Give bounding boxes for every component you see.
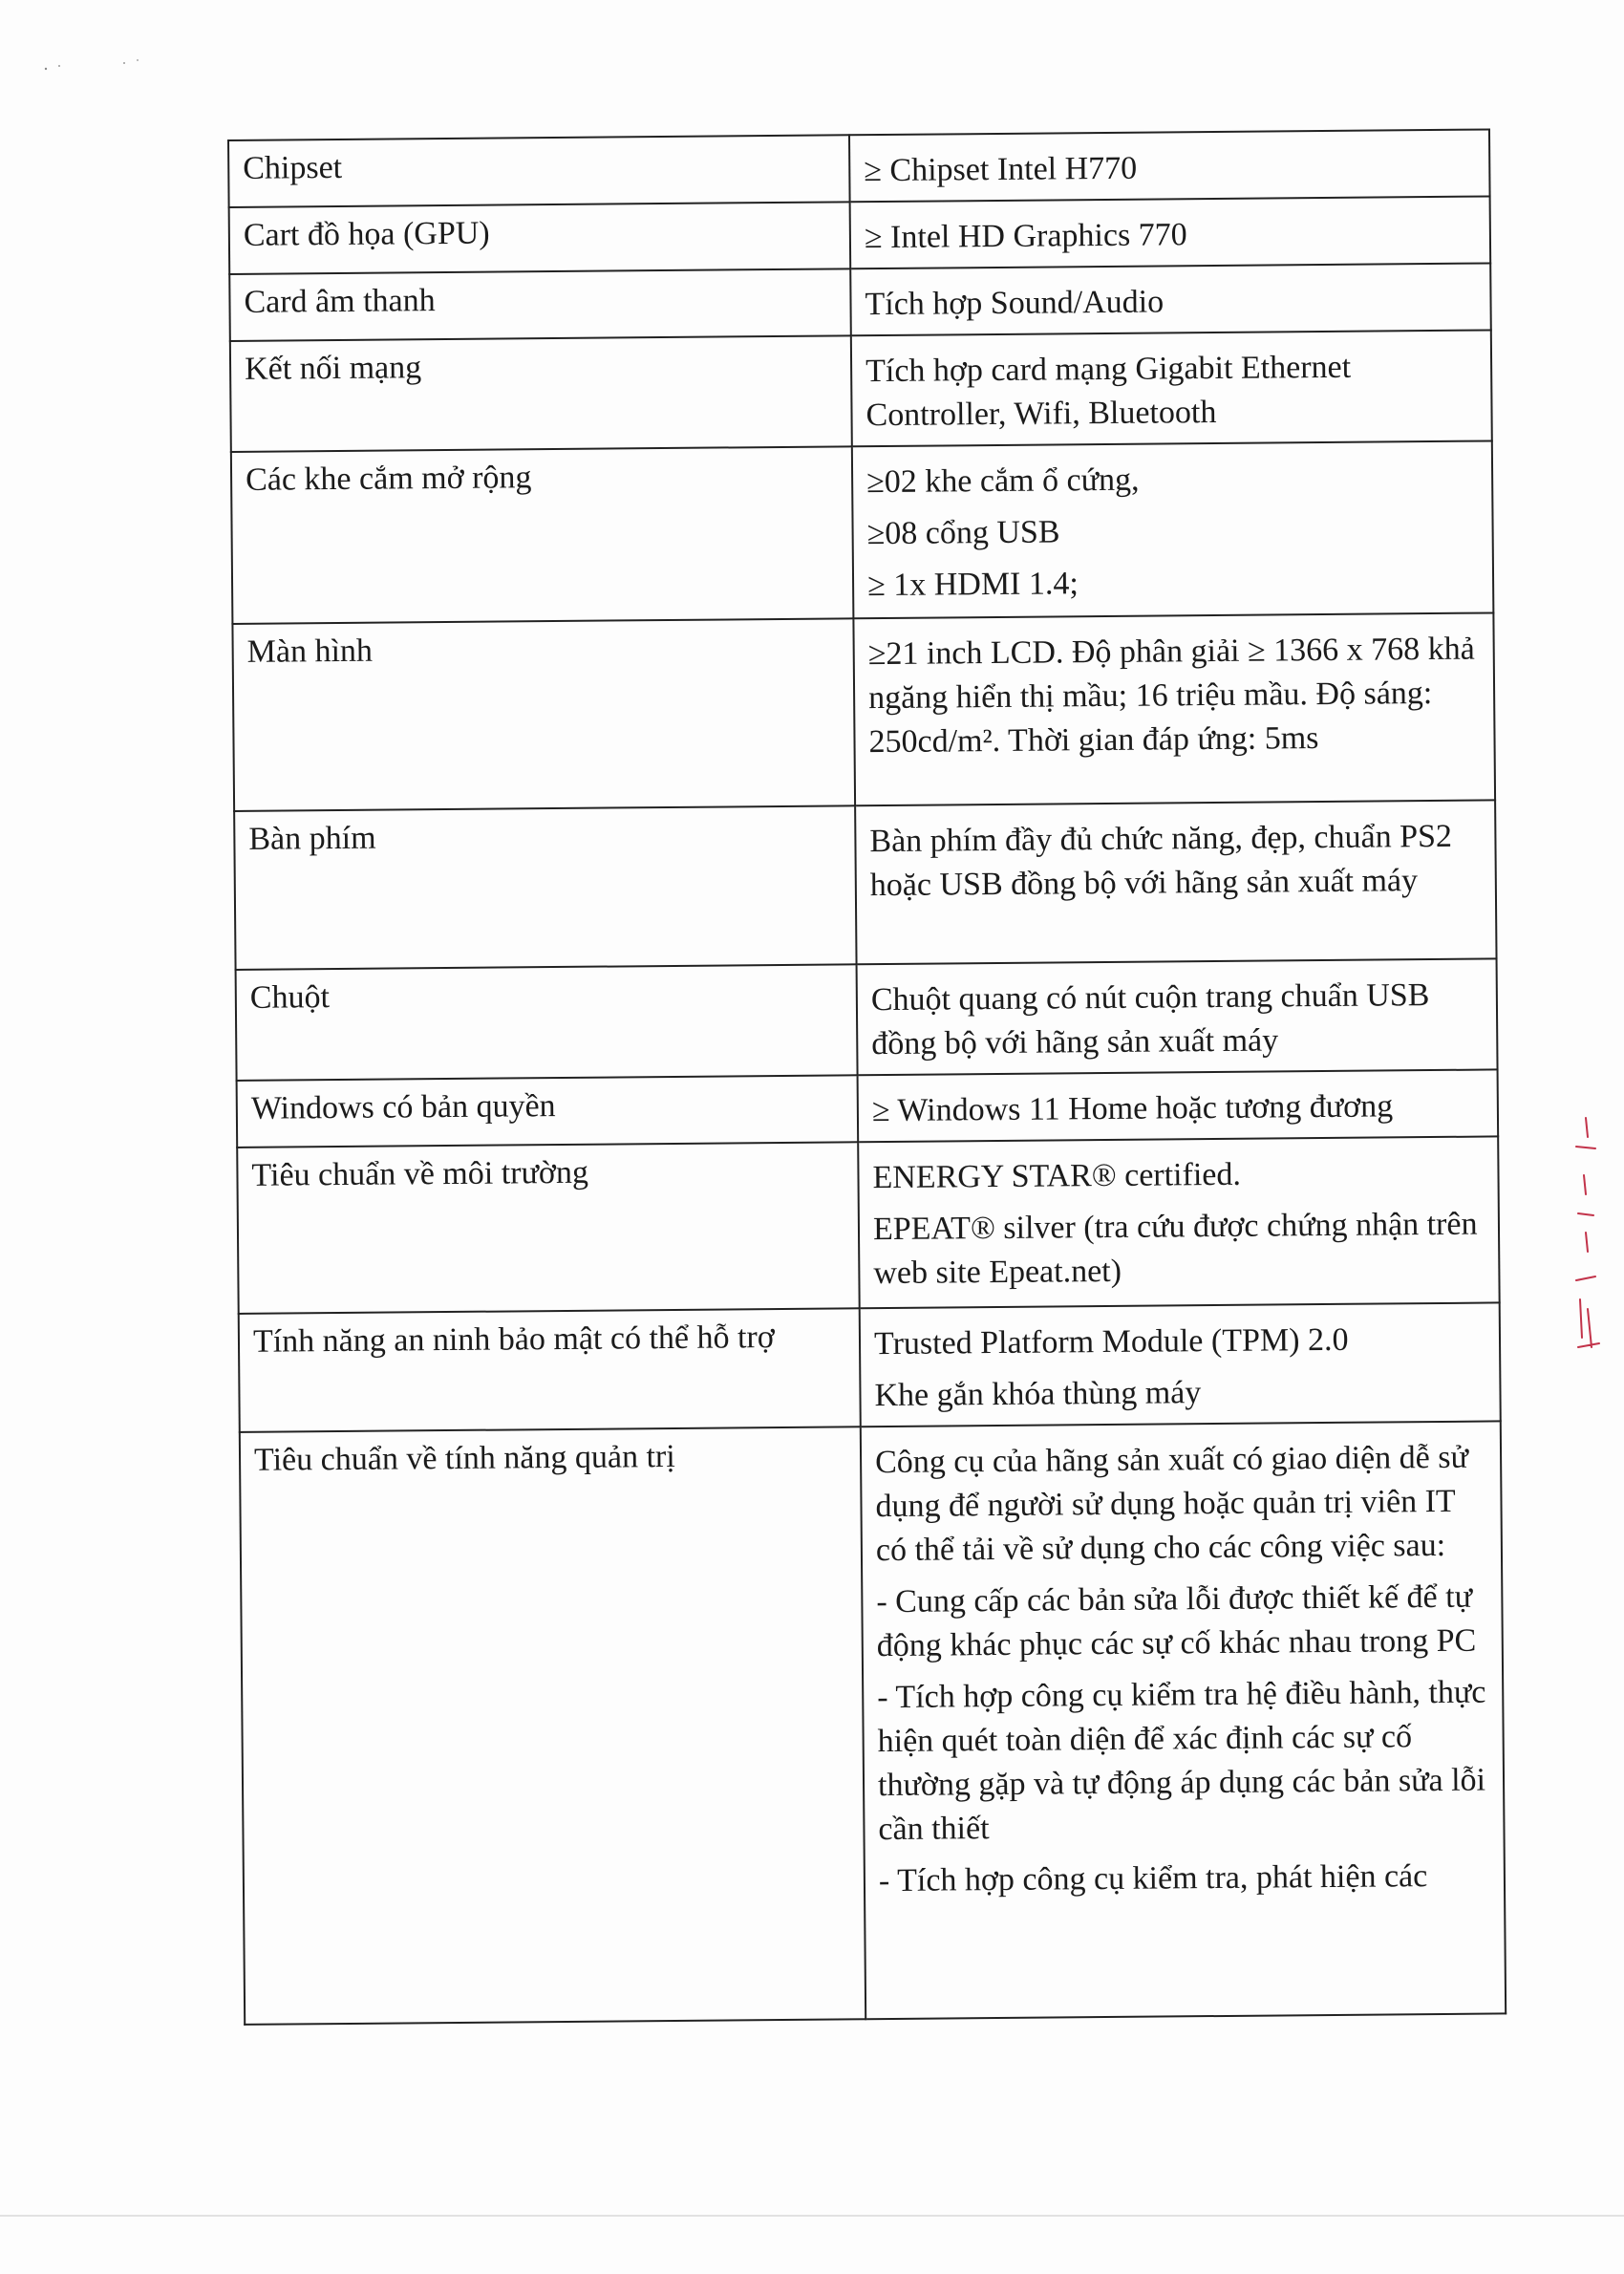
table-row bbox=[234, 800, 1496, 970]
spec-value-line: ≥21 inch LCD. Độ phân giải ≥ 1366 x 768 khả ngăng hiển thị mầu; 16 triệu mầu. Độ sáng: 250cd/m². Thời gian đáp ứng: 5ms bbox=[867, 631, 1475, 761]
spec-value bbox=[855, 800, 1496, 964]
spec-label: Card âm thanh bbox=[229, 268, 851, 341]
spec-value bbox=[858, 1136, 1499, 1308]
spec-value-line: Chuột quang có nút cuộn trang chuẩn USB đồng bộ với hãng sản xuất máy bbox=[870, 977, 1430, 1062]
table-row bbox=[232, 612, 1495, 811]
spec-label: Bàn phím bbox=[234, 805, 856, 970]
spec-value bbox=[850, 196, 1491, 268]
spec-value-line: Công cụ của hãng sản xuất có giao diện dễ sử dụng để người sử dụng hoặc quản trị viên IT có thể tải về sử dụng cho các công việc sau: bbox=[874, 1439, 1469, 1569]
spec-table-grid bbox=[227, 128, 1506, 2025]
spec-value-line: ≥ Windows 11 Home hoặc tương đương bbox=[871, 1088, 1394, 1129]
spec-table bbox=[227, 128, 1505, 2025]
spec-value bbox=[853, 612, 1495, 805]
spec-value-line: ≥02 khe cắm ổ cứng, bbox=[865, 461, 1140, 501]
spec-value-line: ≥08 cổng USB bbox=[866, 514, 1060, 552]
spec-value bbox=[860, 1302, 1501, 1427]
table-row bbox=[236, 958, 1498, 1081]
spec-value-line: ≥ Intel HD Graphics 770 bbox=[864, 217, 1187, 256]
spec-value-line: Bàn phím đầy đủ chức năng, đẹp, chuẩn PS2 hoặc USB đồng bộ với hãng sản xuất máy bbox=[869, 818, 1453, 904]
table-row bbox=[239, 1302, 1501, 1432]
spec-label: Cart đồ họa (GPU) bbox=[229, 202, 851, 274]
table-row bbox=[231, 440, 1494, 624]
table-row bbox=[237, 1136, 1499, 1314]
spec-value-line: - Tích hợp công cụ kiểm tra, phát hiện các bbox=[878, 1858, 1428, 1899]
spec-value-line: Khe gắn khóa thùng máy bbox=[874, 1375, 1202, 1414]
spec-value bbox=[850, 263, 1491, 335]
table-row bbox=[237, 1069, 1499, 1148]
margin-handwritten-mark bbox=[1567, 1108, 1605, 1395]
table-row bbox=[229, 263, 1491, 341]
spec-value bbox=[858, 1069, 1499, 1142]
spec-value-line: Tích hợp Sound/Audio bbox=[865, 284, 1165, 323]
table-row bbox=[240, 1421, 1506, 2024]
spec-value-line: Tích hợp card mạng Gigabit Ethernet Controller, Wifi, Bluetooth bbox=[865, 349, 1352, 434]
spec-value-line: - Cung cấp các bản sửa lỗi được thiết kế để tự động khác phục các sự cố khác nhau trong PC bbox=[876, 1578, 1477, 1664]
spec-value bbox=[849, 129, 1490, 202]
spec-label: Windows có bản quyền bbox=[237, 1075, 859, 1148]
spec-value-line: EPEAT® silver (tra cứu được chứng nhận trên web site Epeat.net) bbox=[872, 1206, 1478, 1292]
spec-label: Chipset bbox=[228, 135, 850, 207]
table-row bbox=[229, 196, 1491, 274]
spec-label: Tiêu chuẩn về tính năng quản trị bbox=[240, 1427, 865, 2025]
page-bottom-divider bbox=[0, 2215, 1624, 2217]
spec-value bbox=[851, 330, 1492, 446]
table-row bbox=[230, 330, 1492, 452]
spec-value-line: ≥ 1x HDMI 1.4; bbox=[866, 566, 1079, 604]
spec-label: Kết nối mạng bbox=[230, 335, 852, 452]
spec-label: Tính năng an ninh bảo mật có thể hỗ trợ bbox=[239, 1308, 861, 1432]
spec-value bbox=[857, 958, 1498, 1075]
spec-value-line: ≥ Chipset Intel H770 bbox=[864, 150, 1138, 189]
spec-label: Các khe cắm mở rộng bbox=[231, 446, 854, 624]
spec-value-line: ENERGY STAR® certified. bbox=[872, 1156, 1242, 1196]
spec-value-line: - Tích hợp công cụ kiểm tra hệ điều hành, thực hiện quét toàn diện để xác định các sự cố thường gặp và tự động áp dụng các bản sửa lỗi cần thiết bbox=[877, 1674, 1486, 1848]
spec-label: Tiêu chuẩn về môi trường bbox=[237, 1142, 859, 1314]
spec-value bbox=[852, 440, 1494, 618]
spec-label: Chuột bbox=[236, 964, 858, 1081]
spec-label: Màn hình bbox=[232, 618, 855, 811]
spec-value-line: Trusted Platform Module (TPM) 2.0 bbox=[873, 1321, 1349, 1362]
scan-speck-mark bbox=[38, 57, 153, 76]
spec-value bbox=[861, 1421, 1506, 2019]
table-row bbox=[228, 129, 1490, 207]
